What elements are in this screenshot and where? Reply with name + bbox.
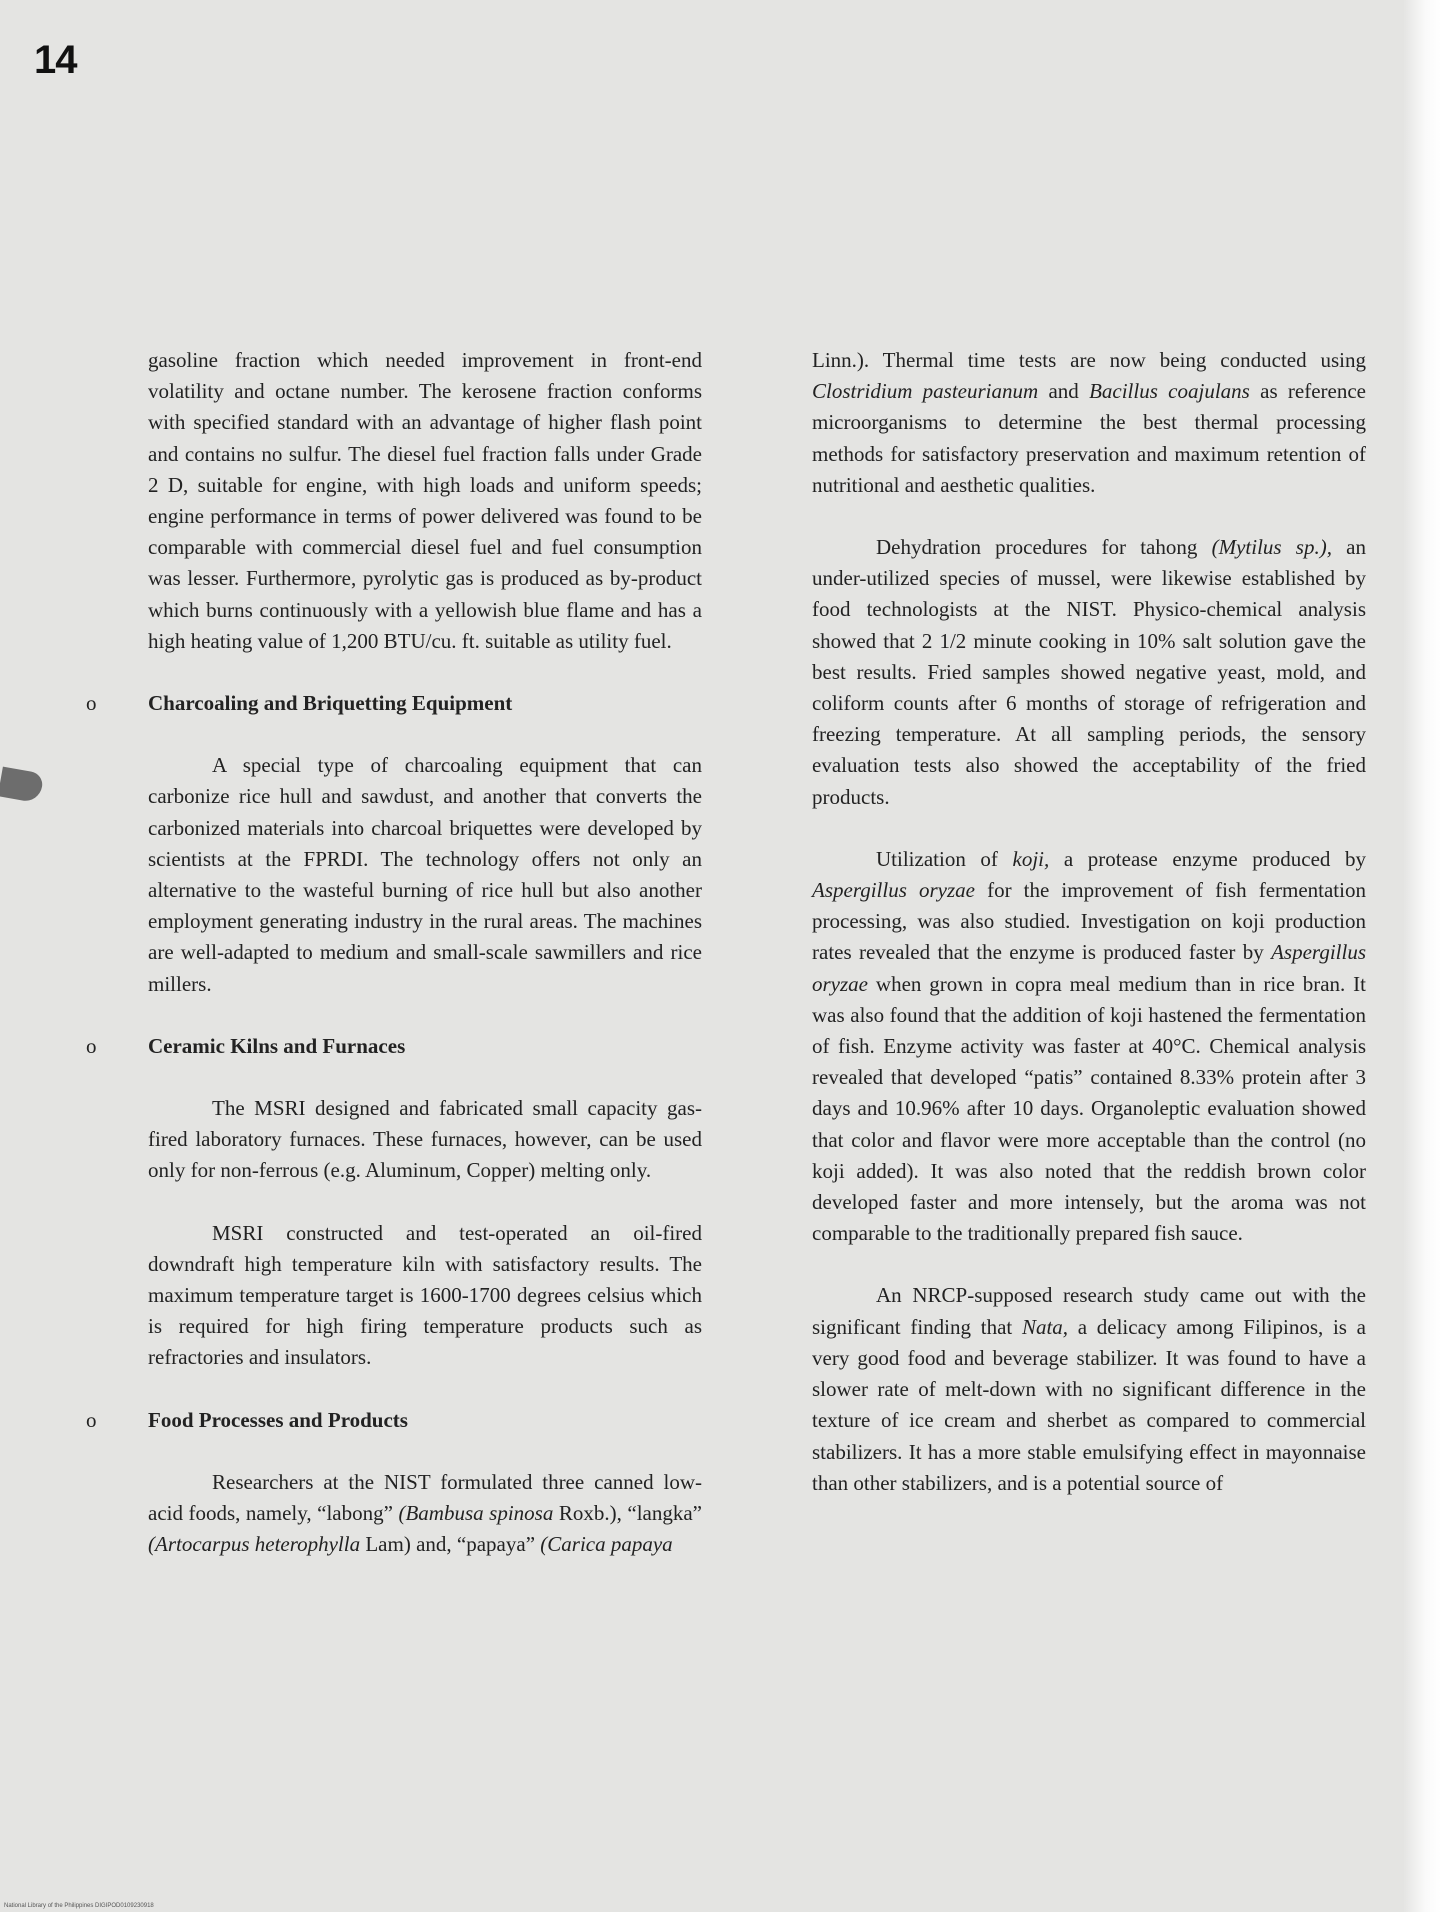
heading-ceramic-kilns xyxy=(86,1031,702,1062)
paragraph-fuel-fractions: gasoline fraction which needed improvement in front-end volatility and octane number. The kerosene fraction conforms with specified standard with an advantage of higher flash point and contains no sulfur. The diesel fuel fraction falls under Grade 2 D, suitable for engine, with high loads and uniform speeds; engine performance in terms of power delivered was found to be comparable with commercial diesel fuel and fuel consumption was lesser. Furthermore, pyrolytic gas is produced as by-product which burns continuously with a yellowish blue flame and has a high heating value of 1,200 BTU/cu. ft. suitable as utility fuel. xyxy=(148,348,702,653)
species-name: (Carica papaya xyxy=(540,1532,673,1557)
text-run: Linn.). Thermal time tests are now being conducted using xyxy=(812,348,1366,372)
paragraph-thermal-tests xyxy=(812,345,1366,501)
right-column xyxy=(812,345,1366,1499)
text-run: a delicacy among Filipinos, is a very good food and beverage stabilizer. It was found to have a slower rate of melt-down with no significant difference in the texture of ice cream and sherbet as compared to commercial stabilizers. It has a more stable emulsifying effect in mayonnaise than other stabilizers, and is a potential source of xyxy=(812,1314,1366,1495)
species-name: Aspergillus oryzae xyxy=(812,878,975,903)
species-name: Clostridium pasteurianum xyxy=(812,379,1039,404)
paragraph-tahong-dehydration xyxy=(812,532,1366,813)
bullet-marker: o xyxy=(86,1407,97,1432)
text-run: Lam) and, “papaya” xyxy=(360,1532,541,1557)
text-run: Utilization of xyxy=(876,846,1013,871)
footer-credit: National Library of the Philippines DIGIPOD0109230918 xyxy=(4,1903,154,1909)
text-run: Dehydration procedures for tahong xyxy=(876,535,1212,560)
text-run: as reference microorganisms to determine the best thermal processing methods for satisfactory preservation and maximum retention of nutritional and aesthetic qualities. xyxy=(812,379,1366,497)
text-run: Researchers at the NIST formulated three canned low-acid foods, namely, “labong” xyxy=(148,1469,702,1526)
page-number: 14 xyxy=(34,38,77,82)
text-run: and xyxy=(1038,379,1090,404)
species-name: (Bambusa spinosa xyxy=(398,1501,554,1526)
species-name: (Artocarpus heterophylla xyxy=(148,1532,361,1557)
thumb-shadow xyxy=(0,767,44,804)
paragraph-msri-furnaces: The MSRI designed and fabricated small capacity gas-fired laboratory furnaces. These furnaces, however, can be used only for non-ferrous (e.g. Aluminum, Copper) melting only. xyxy=(148,1096,702,1183)
paragraph-koji xyxy=(812,844,1366,1250)
species-name: koji, xyxy=(1012,846,1050,871)
bullet-marker: o xyxy=(86,1033,97,1058)
paragraph-msri-kiln: MSRI constructed and test-operated an oil-fired downdraft high temperature kiln with satisfactory results. The maximum temperature target is 1600-1700 degrees celsius which is required for high firing temperature products such as refractories and insulators. xyxy=(148,1220,702,1370)
page-edge-highlight xyxy=(1403,0,1441,1912)
heading-food-processes xyxy=(86,1405,702,1436)
paragraph-charcoaling: A special type of charcoaling equipment that can carbonize rice hull and sawdust, and another that converts the carbonized materials into charcoal briquettes were developed by scientists at the FPRDI. The technology offers not only an alternative to the wasteful burning of rice hull but also another employment generating industry in the rural areas. The machines are well-adapted to medium and small-scale sawmillers and rice millers. xyxy=(148,753,702,996)
species-name: (Mytilus sp.), xyxy=(1211,535,1332,560)
paragraph-nata-stabilizer xyxy=(812,1280,1366,1498)
heading-charcoaling xyxy=(86,688,702,719)
species-name: Aspergillus oryzae xyxy=(812,940,1366,996)
heading-text: Food Processes and Products xyxy=(148,1407,408,1432)
text-run: an under-utilized species of mussel, were likewise established by food technologists at the NIST. Physico-chemical analysis showed that 2 1/2 minute cooking in 10% salt solution gave the best results. Fried samples showed negative yeast, mold, and coliform counts after 6 months of storage of refrigeration and freezing temperature. At all sampling periods, the sensory evaluation tests also showed the acceptability of the fried products. xyxy=(812,535,1367,809)
text-run: An NRCP-supposed research study came out with the significant finding that xyxy=(812,1283,1366,1339)
species-name: Nata, xyxy=(1021,1314,1069,1339)
paragraph-canned-foods xyxy=(148,1467,702,1561)
text-run: a protease enzyme produced by xyxy=(1049,846,1366,871)
bullet-marker: o xyxy=(86,691,97,716)
species-name: Bacillus coajulans xyxy=(1089,379,1250,404)
left-column xyxy=(86,345,702,1561)
text-run: when grown in copra meal medium than in rice bran. It was also found that the addition of koji hastened the fermentation of fish. Enzyme activity was faster at 40°C. Chemical analysis revealed that developed “patis” contained 8.33% protein after 3 days and 10.96% after 10 days. Organoleptic evaluation showed that color and flavor were more acceptable than the control (no koji added). It was also noted that the reddish brown color developed faster and more intensely, but the aroma was not comparable to the traditionally prepared fish sauce. xyxy=(812,971,1366,1246)
text-run: Roxb.), “langka” xyxy=(553,1501,702,1526)
heading-text: Ceramic Kilns and Furnaces xyxy=(148,1033,406,1058)
text-run: for the improvement of fish fermentation processing, was also studied. Investigation on koji production rates revealed that the enzyme is produced faster by xyxy=(812,878,1366,965)
heading-text: Charcoaling and Briquetting Equipment xyxy=(148,691,513,716)
